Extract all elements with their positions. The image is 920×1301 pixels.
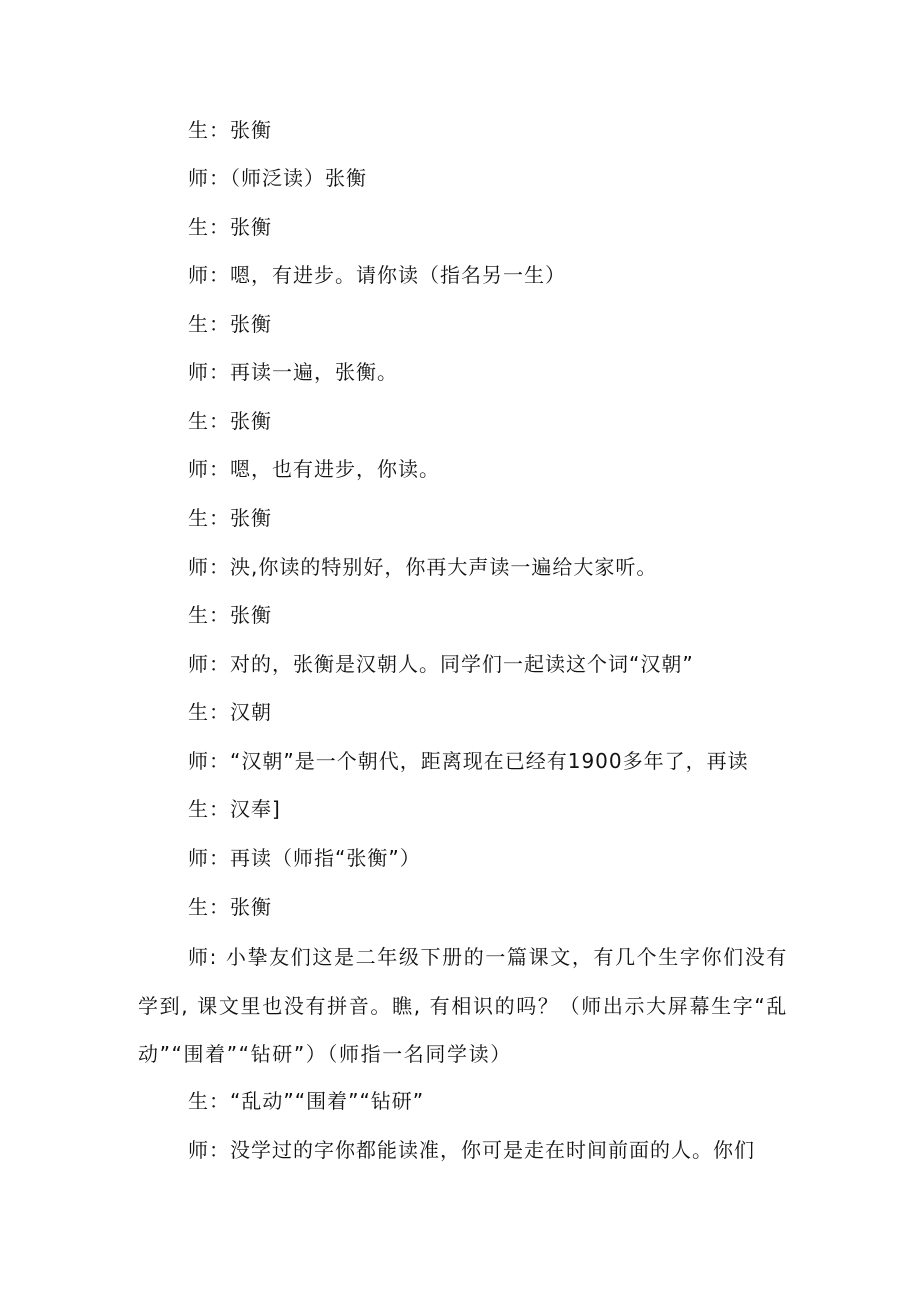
- dialogue-line: 生：“乱动”“围着”“钻研”: [188, 1089, 425, 1113]
- dialogue-line: 生：汉奉]: [188, 797, 281, 821]
- dialogue-line: 生：张衡: [188, 118, 272, 142]
- dialogue-line: 师：嗯，有进步。请你读（指名另一生）: [188, 263, 566, 287]
- dialogue-line: 师：对的，张衡是汉朝人。同学们一起读这个词“汉朝”: [188, 652, 694, 676]
- dialogue-line: 生：汉朝: [188, 700, 272, 724]
- dialogue-line: 生：张衡: [188, 603, 272, 627]
- dialogue-line: 师：没学过的字你都能读准，你可是走在时间前面的人。你们: [188, 1138, 755, 1162]
- dialogue-line: 生：张衡: [188, 506, 272, 530]
- dialogue-line: 生：张衡: [188, 895, 272, 919]
- teacher-paragraph: 师: 小挚友们这是二年级下册的一篇课文，有几个生字你们没有学到, 课文里也没有拼音。瞧, 有相识的吗？（师出示大屏幕生字“乱动”“围着”“钻研”）（师指一名同学读）: [138, 945, 788, 1066]
- dialogue-line: 师：再读（师指“张衡”）: [188, 846, 421, 870]
- dialogue-line: 师：泱,你读的特别好，你再大声读一遍给大家听。: [188, 555, 658, 579]
- dialogue-line: 生：张衡: [188, 409, 272, 433]
- dialogue-line: 师：“汉朝”是一个朝代，距离现在已经有1900多年了，再读: [188, 749, 749, 773]
- dialogue-line: 师：再读一遍，张衡。: [188, 360, 398, 384]
- dialogue-line: 师：嗯，也有进步，你读。: [188, 457, 440, 481]
- dialogue-line: 师：（师泛读）张衡: [188, 166, 367, 190]
- dialogue-line: 生：张衡: [188, 312, 272, 336]
- dialogue-line: 生：张衡: [188, 215, 272, 239]
